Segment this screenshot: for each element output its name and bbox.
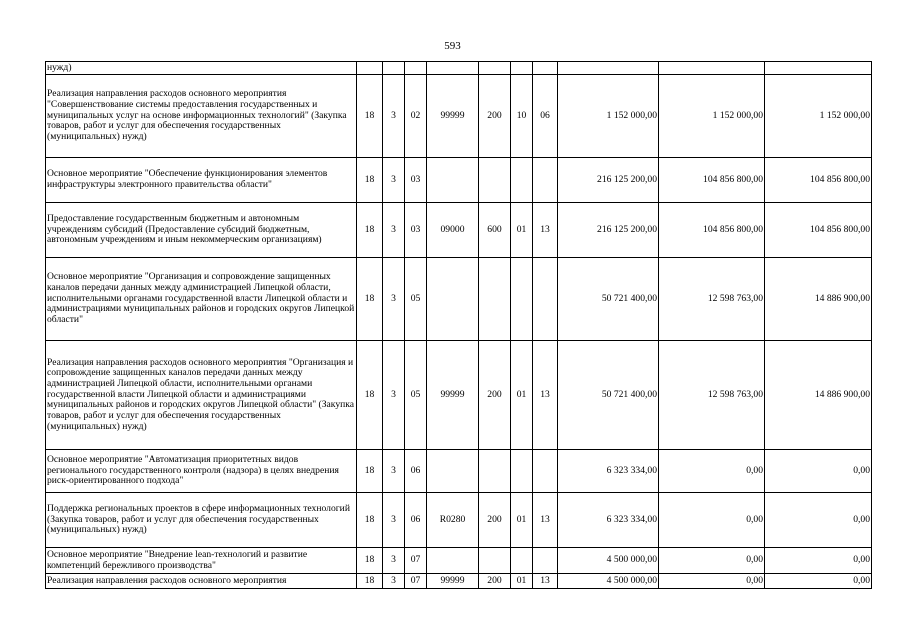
code-gp: 18 bbox=[357, 341, 383, 450]
table-row bbox=[46, 75, 872, 158]
code-expense-type: 200 bbox=[479, 493, 511, 548]
code-om: 06 bbox=[405, 493, 427, 548]
amount-year-1: 6 323 334,00 bbox=[558, 493, 659, 548]
amount-year-1: 50 721 400,00 bbox=[558, 341, 659, 450]
code-expense-type: 200 bbox=[479, 75, 511, 158]
table-row bbox=[46, 62, 872, 75]
amount-year-1: 216 125 200,00 bbox=[558, 158, 659, 203]
code-pp: 3 bbox=[383, 493, 405, 548]
code-direction: 99999 bbox=[427, 75, 479, 158]
code-pp: 3 bbox=[383, 450, 405, 493]
amount-year-3 bbox=[765, 62, 872, 75]
code-section: 01 bbox=[511, 493, 533, 548]
code-subsection: 13 bbox=[533, 493, 558, 548]
table-row bbox=[46, 548, 872, 574]
code-om: 03 bbox=[405, 158, 427, 203]
row-description: Реализация направления расходов основного мероприятия bbox=[46, 574, 357, 589]
code-om: 05 bbox=[405, 258, 427, 341]
amount-year-1: 4 500 000,00 bbox=[558, 574, 659, 589]
code-gp: 18 bbox=[357, 574, 383, 589]
code-expense-type: 200 bbox=[479, 574, 511, 589]
amount-year-1: 6 323 334,00 bbox=[558, 450, 659, 493]
code-om: 07 bbox=[405, 548, 427, 574]
table-row bbox=[46, 258, 872, 341]
code-section bbox=[511, 548, 533, 574]
code-direction: 09000 bbox=[427, 203, 479, 258]
amount-year-3: 14 886 900,00 bbox=[765, 341, 872, 450]
code-om: 07 bbox=[405, 574, 427, 589]
code-gp: 18 bbox=[357, 548, 383, 574]
budget-table bbox=[45, 61, 872, 589]
code-direction bbox=[427, 258, 479, 341]
code-om bbox=[405, 62, 427, 75]
amount-year-3: 0,00 bbox=[765, 574, 872, 589]
row-description: Поддержка региональных проектов в сфере информационных технологий (Закупка товаров, работ и услуг для обеспечения государственных (муниципальных) нужд) bbox=[46, 493, 357, 548]
row-description: Основное мероприятие "Обеспечение функционирования элементов инфраструктуры электронного правительства области" bbox=[46, 158, 357, 203]
code-direction bbox=[427, 450, 479, 493]
code-subsection: 13 bbox=[533, 203, 558, 258]
amount-year-3: 104 856 800,00 bbox=[765, 158, 872, 203]
code-subsection bbox=[533, 62, 558, 75]
code-subsection: 13 bbox=[533, 574, 558, 589]
row-description: Основное мероприятие "Автоматизация приоритетных видов регионального государственного контроля (надзора) в целях внедрения риск-ориентированного подхода" bbox=[46, 450, 357, 493]
amount-year-3: 0,00 bbox=[765, 548, 872, 574]
code-section: 10 bbox=[511, 75, 533, 158]
code-direction: R0280 bbox=[427, 493, 479, 548]
code-subsection bbox=[533, 548, 558, 574]
table-row bbox=[46, 493, 872, 548]
code-direction: 99999 bbox=[427, 574, 479, 589]
amount-year-2: 104 856 800,00 bbox=[659, 158, 765, 203]
code-section bbox=[511, 158, 533, 203]
table-row bbox=[46, 158, 872, 203]
row-description: Основное мероприятие "Внедрение lean-технологий и развитие компетенций бережливого производства" bbox=[46, 548, 357, 574]
code-gp: 18 bbox=[357, 493, 383, 548]
amount-year-2: 0,00 bbox=[659, 493, 765, 548]
code-expense-type bbox=[479, 258, 511, 341]
amount-year-2: 104 856 800,00 bbox=[659, 203, 765, 258]
code-direction: 99999 bbox=[427, 341, 479, 450]
code-pp: 3 bbox=[383, 258, 405, 341]
code-subsection: 13 bbox=[533, 341, 558, 450]
amount-year-3: 14 886 900,00 bbox=[765, 258, 872, 341]
row-description: Реализация направления расходов основного мероприятия "Организация и сопровождение защищенных каналов передачи данных между администрацией Липецкой области, исполнительными органами государственной власти Липецкой области и администрациями муниципальных районов и городских округов Липецкой области" (Закупка товаров, работ и услуг для обеспечения государственных (муниципальных) нужд) bbox=[46, 341, 357, 450]
code-subsection bbox=[533, 258, 558, 341]
code-gp: 18 bbox=[357, 75, 383, 158]
amount-year-1: 4 500 000,00 bbox=[558, 548, 659, 574]
code-expense-type bbox=[479, 158, 511, 203]
code-gp bbox=[357, 62, 383, 75]
code-direction bbox=[427, 158, 479, 203]
table-row bbox=[46, 574, 872, 589]
row-description: нужд) bbox=[46, 62, 357, 75]
amount-year-1 bbox=[558, 62, 659, 75]
row-description: Реализация направления расходов основного мероприятия "Совершенствование системы предоставления государственных и муниципальных услуг на основе информационных технологий" (Закупка товаров, работ и услуг для обеспечения государственных (муниципальных) нужд) bbox=[46, 75, 357, 158]
amount-year-2: 0,00 bbox=[659, 574, 765, 589]
amount-year-1: 216 125 200,00 bbox=[558, 203, 659, 258]
code-om: 05 bbox=[405, 341, 427, 450]
code-section: 01 bbox=[511, 574, 533, 589]
table-row bbox=[46, 450, 872, 493]
table-row bbox=[46, 203, 872, 258]
code-subsection: 06 bbox=[533, 75, 558, 158]
page-number: 593 bbox=[444, 40, 461, 52]
code-pp: 3 bbox=[383, 548, 405, 574]
code-section: 01 bbox=[511, 203, 533, 258]
amount-year-3: 1 152 000,00 bbox=[765, 75, 872, 158]
amount-year-3: 0,00 bbox=[765, 493, 872, 548]
code-direction bbox=[427, 548, 479, 574]
code-gp: 18 bbox=[357, 258, 383, 341]
amount-year-1: 50 721 400,00 bbox=[558, 258, 659, 341]
code-om: 02 bbox=[405, 75, 427, 158]
code-expense-type bbox=[479, 450, 511, 493]
code-gp: 18 bbox=[357, 450, 383, 493]
code-pp: 3 bbox=[383, 158, 405, 203]
amount-year-2: 0,00 bbox=[659, 548, 765, 574]
code-expense-type: 200 bbox=[479, 341, 511, 450]
row-description: Основное мероприятие "Организация и сопровождение защищенных каналов передачи данных между администрацией Липецкой области, исполнительными органами государственной власти Липецкой области и администрациями муниципальных районов и городских округов Липецкой области" bbox=[46, 258, 357, 341]
code-expense-type: 600 bbox=[479, 203, 511, 258]
code-om: 03 bbox=[405, 203, 427, 258]
amount-year-2 bbox=[659, 62, 765, 75]
code-pp bbox=[383, 62, 405, 75]
code-section bbox=[511, 450, 533, 493]
amount-year-3: 0,00 bbox=[765, 450, 872, 493]
code-section bbox=[511, 258, 533, 341]
code-section: 01 bbox=[511, 341, 533, 450]
code-expense-type bbox=[479, 62, 511, 75]
amount-year-3: 104 856 800,00 bbox=[765, 203, 872, 258]
amount-year-2: 12 598 763,00 bbox=[659, 341, 765, 450]
code-pp: 3 bbox=[383, 341, 405, 450]
amount-year-1: 1 152 000,00 bbox=[558, 75, 659, 158]
table-body bbox=[46, 62, 872, 589]
code-gp: 18 bbox=[357, 158, 383, 203]
row-description: Предоставление государственным бюджетным и автономным учреждениям субсидий (Предоставление субсидий бюджетным, автономным учреждениям и иным некоммерческим организациям) bbox=[46, 203, 357, 258]
amount-year-2: 0,00 bbox=[659, 450, 765, 493]
code-direction bbox=[427, 62, 479, 75]
code-pp: 3 bbox=[383, 574, 405, 589]
code-gp: 18 bbox=[357, 203, 383, 258]
amount-year-2: 12 598 763,00 bbox=[659, 258, 765, 341]
code-subsection bbox=[533, 450, 558, 493]
code-pp: 3 bbox=[383, 203, 405, 258]
code-subsection bbox=[533, 158, 558, 203]
table-row bbox=[46, 341, 872, 450]
code-om: 06 bbox=[405, 450, 427, 493]
code-expense-type bbox=[479, 548, 511, 574]
amount-year-2: 1 152 000,00 bbox=[659, 75, 765, 158]
code-section bbox=[511, 62, 533, 75]
code-pp: 3 bbox=[383, 75, 405, 158]
